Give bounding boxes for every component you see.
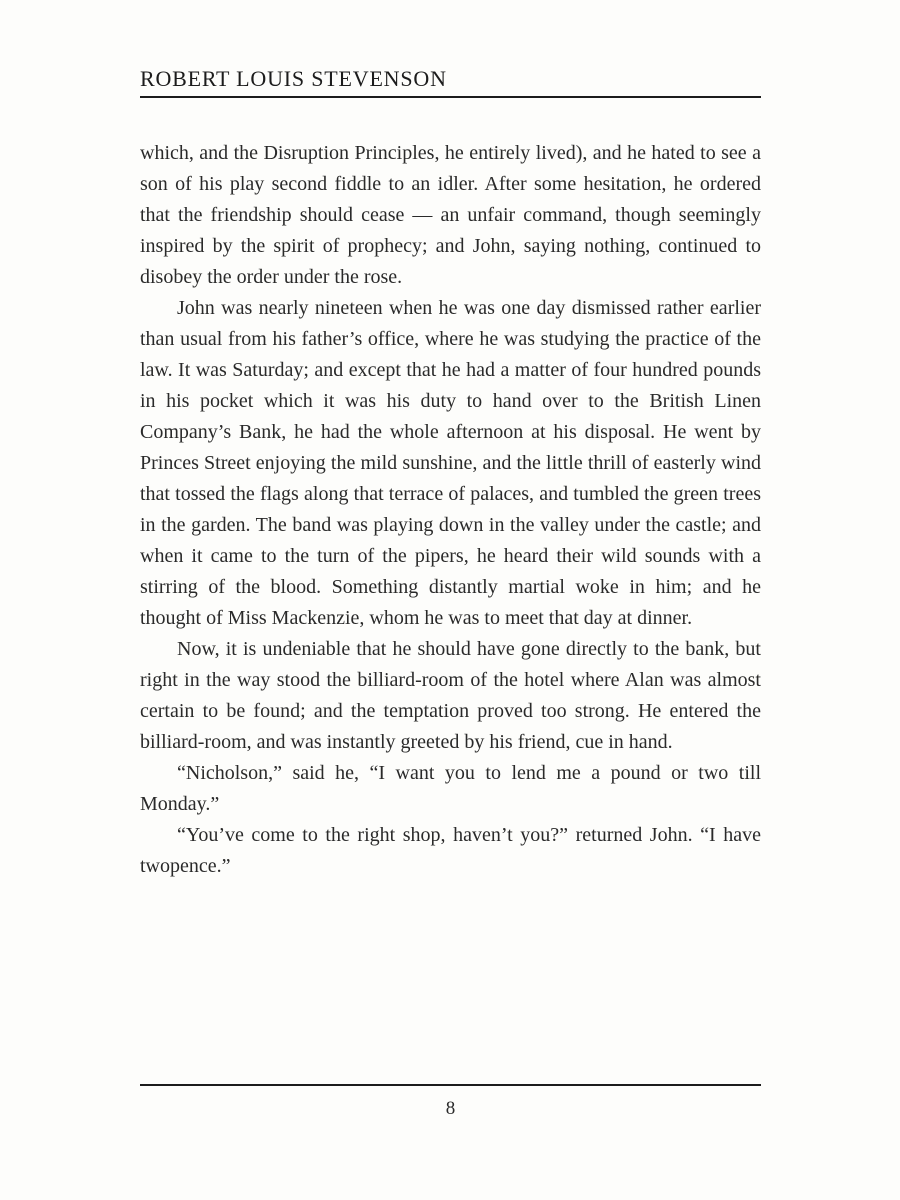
header-rule (140, 96, 761, 98)
paragraph: which, and the Disruption Principles, he entirely lived), and he hated to see a son of his play second fiddle to an idler. After some hesitation, he ordered that the friendship should cease — an unfair command, though seemingly inspired by the spirit of prophecy; and John, saying nothing, continued to disobey the order under the rose. (140, 142, 761, 288)
running-header-author: ROBERT LOUIS STEVENSON (140, 66, 447, 91)
paragraph: “You’ve come to the right shop, haven’t you?” returned John. “I have twopence.” (140, 824, 761, 877)
page-number: 8 (445, 1098, 456, 1119)
page-body (140, 138, 761, 882)
paragraph: Now, it is undeniable that he should have gone directly to the bank, but right in the way stood the billiard-room of the hotel where Alan was almost certain to be found; and the temptation proved too strong. He entered the billiard-room, and was instantly greeted by his friend, cue in hand. (140, 638, 761, 753)
paragraph: John was nearly nineteen when he was one day dismissed rather earlier than usual from his father’s office, where he was studying the practice of the law. It was Saturday; and except that he had a matter of four hundred pounds in his pocket which it was his duty to hand over to the British Linen Company’s Bank, he had the whole afternoon at his disposal. He went by Princes Street enjoying the mild sunshine, and the little thrill of easterly wind that tossed the flags along that terrace of palaces, and tumbled the green trees in the garden. The band was playing down in the valley under the castle; and when it came to the turn of the pipers, he heard their wild sounds with a stirring of the blood. Something distantly martial woke in him; and he thought of Miss Mackenzie, whom he was to meet that day at dinner. (140, 297, 761, 629)
footer-rule (140, 1084, 761, 1086)
paragraph: “Nicholson,” said he, “I want you to lend me a pound or two till Monday.” (140, 762, 761, 815)
